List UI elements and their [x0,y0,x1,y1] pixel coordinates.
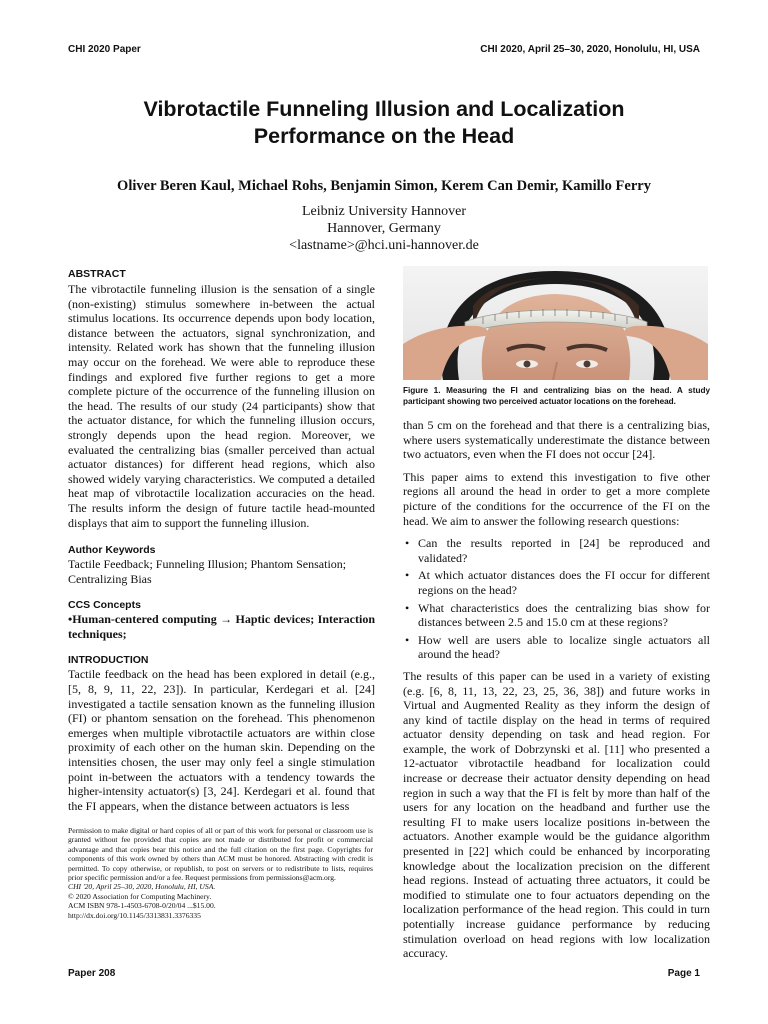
running-header-right: CHI 2020, April 25–30, 2020, Honolulu, HI, USA [480,44,700,55]
figure-photo [403,266,708,380]
left-column [68,268,375,813]
conference-line: CHI '20, April 25–30, 2020, Honolulu, HI, USA. [68,882,216,892]
footer-paper-number: Paper 208 [68,968,116,979]
title-line-1: Vibrotactile Funneling Illusion and Localization [143,97,625,121]
paragraph-centralizing-bias: than 5 cm on the forehead and that there is a centralizing bias, where users systematically underestimate the distance between two actuators, even when the FI does not occur [24]. [403,418,710,462]
bullet-icon: • [405,536,410,551]
list-item [405,601,710,630]
keywords-text: Tactile Feedback; Funneling Illusion; Phantom Sensation; Centralizing Bias [68,557,347,586]
affiliation-email: <lastname>@hci.uni-hannover.de [289,238,479,253]
bullet-icon: • [405,600,410,615]
ccs-heading: CCS Concepts [68,599,141,612]
author-list: Oliver Beren Kaul, Michael Rohs, Benjamin Simon, Kerem Can Demir, Kamillo Ferry [117,178,651,194]
question-text: At which actuator distances does the FI occur for different regions on the head? [418,568,710,597]
paragraph-applications: The results of this paper can be used in a variety of existing (e.g. [6, 8, 11, 13, 22, 23, 25, 36, 38]) and future works in Virtual and Augmented Reality as they inform the design of any kind of tactile display on the head in terms of required actuator density depending on task and head region. For example, the work of Dobrzynski et al. [11] who presented a 12-actuator vibrotactile headband for localization could increase or decrease their actuator density depending on head region in such a way that the FI is felt by more than half of the users for any location on the headband and further use the resulting FI to make users localize positions in-between the actuators. Another example would be the guidance algorithm presented in [22] which could be enhanced by incorporating knowledge about the localization precision on the different head regions. Instead of actuating three actuators, it could be modified to stimulate one to four actuators depending on the localization performance of the head region. This could in turn potentially increase guidance performance by reducing stimulation overload on head regions with low localization accuracy. [403,668,710,961]
ccs-text: •Human-centered computing → Haptic devices; Interaction techniques; [68,612,375,641]
paper-title [60,96,708,150]
research-questions-list [405,536,710,662]
question-text: How well are users able to localize single actuators all around the head? [418,632,710,662]
affiliation-location: Hannover, Germany [327,221,441,236]
list-item [405,633,710,662]
affiliation-institution: Leibniz University Hannover [301,204,467,219]
bullet-icon: • [405,568,410,583]
question-text: What characteristics does the centralizing bias show for distances between 2.5 and 15.0 cm at these regions? [418,600,710,630]
introduction-text: Tactile feedback on the head has been explored in detail (e.g., [5, 8, 9, 11, 22, 23]). In particular, Kerdegari et al. [24] investigated a tactile sensation known as the funneling illusion (FI) or phantom sensation on the forehead. This phenomenon emerges when multiple vibrotactile actuators are within close proximity of each other on the human skin. Depending on the intensities chosen, the user may only feel a single stimulation point in-between the actuators with a tendency towards the higher-intensity actuator(s) [3, 24]. Kerdegari et al. found that the FI appears, when the distance between actuators is less [68,667,375,813]
affiliation [100,203,668,254]
question-text: Can the results reported in [24] be reproduced and validated? [418,536,710,565]
right-column [403,418,710,961]
title-line-2: Performance on the Head [253,124,515,148]
isbn-line: ACM ISBN 978-1-4503-6708-0/20/04 ...$15.00. [68,901,216,911]
participant-headband-image [403,266,708,380]
paragraph-aims: This paper aims to extend this investigation to five other regions all around the head in order to get a more complete picture of the conditions for the occurrence of the FI on the head. We aim to answer the following research questions: [403,469,710,528]
bullet-icon: • [405,632,410,647]
doi-line: http://dx.doi.org/10.1145/3313831.3376335 [68,910,201,920]
keywords-heading: Author Keywords [68,544,156,557]
permission-notice [68,826,373,920]
figure-caption: Figure 1. Measuring the FI and centralizing bias on the head. A study participant showing two perceived actuator locations on the forehead. [403,386,710,406]
list-item [405,568,710,597]
abstract-heading: ABSTRACT [68,268,126,280]
abstract-text: The vibrotactile funneling illusion is the sensation of a single (non-existing) stimulus somewhere in-between the actual stimulus locations. Its occurrence depends upon body location, distance between the actuators, signal synchronization, and intensity. Related work has shown that the funneling illusion may occur on the forehead. We were able to reproduce these findings and explored five further regions to get a more complete picture of the occurrence of the funneling illusion on the head. The results of our study (24 participants) show that the actuator distance, for which the funneling illusion occurs, strongly depends upon the head region. Moreover, we evaluated the centralizing bias (smaller perceived than actual actuator distances) for different head regions, which also showed widely varying characteristics. We computed a detailed heat map of vibrotactile localization accuracies on the head. The results inform the design of future tactile head-mounted displays that aim to support the funneling illusion. [68,282,375,530]
footer-page-number: Page 1 [667,968,700,979]
list-item [405,536,710,565]
introduction-heading: INTRODUCTION [68,654,149,667]
running-header-left: CHI 2020 Paper [68,44,141,55]
copyright-line: © 2020 Association for Computing Machinery. [68,891,212,901]
permission-text: Permission to make digital or hard copies of all or part of this work for personal or classroom use is granted without fee provided that copies are not made or distributed for profit or commercial advantage and that copies bear this notice and the full citation on the first page. Copyrights for components of this work owned by others than ACM must be honored. Abstracting with credit is permitted. To copy otherwise, or republish, to post on servers or to redistribute to lists, requires prior specific permission and/or a fee. Request permissions from permissions@acm.org. [68,826,373,883]
